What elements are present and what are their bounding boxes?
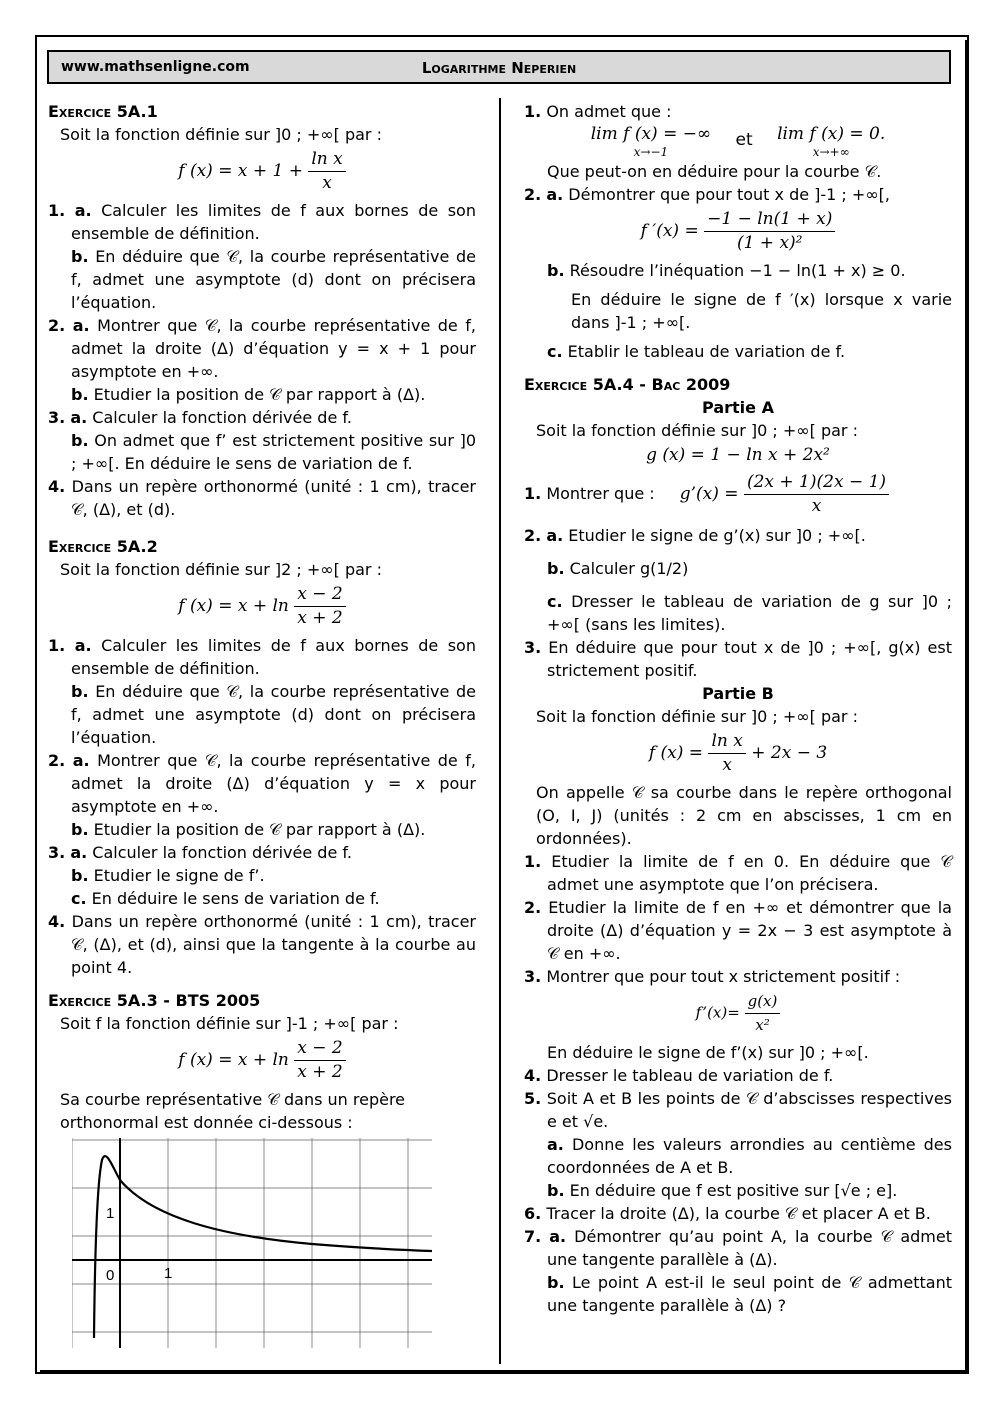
fraction: [708, 730, 745, 777]
exercise-intro: Soit la fonction définie sur ]2 ; +∞[ par :: [60, 560, 382, 579]
q-text: Dresser le tableau de variation de f.: [546, 1066, 834, 1085]
formula-rhs: + 2x − 3: [751, 743, 828, 763]
question: [48, 841, 476, 864]
q-text: Montrer que 𝒞, la courbe représentative de f, admet la droite (Δ) d’équation y = x + 1 pour asymptote en +∞.: [71, 316, 476, 381]
fraction-num: ln x: [711, 731, 743, 751]
question: [524, 100, 952, 123]
q-letter: a.: [546, 526, 564, 545]
formula: [524, 208, 952, 255]
part-title: Partie A: [702, 398, 774, 417]
question: [524, 1087, 952, 1133]
q-letter: a.: [547, 1135, 564, 1154]
formula-lhs: f ′(x) =: [640, 221, 699, 241]
fraction: [744, 471, 889, 518]
q-number: 1.: [524, 102, 542, 121]
q-text: Etudier le signe de g’(x) sur ]0 ; +∞[.: [568, 526, 866, 545]
curve-graph: [72, 1138, 432, 1348]
question: [48, 314, 476, 383]
question: [48, 383, 476, 406]
q-letter: b.: [547, 261, 565, 280]
q-letter: b.: [71, 820, 89, 839]
q-number: 3.: [48, 843, 66, 862]
q-text: Montrer que pour tout x strictement positif :: [546, 967, 901, 986]
q-letter: c.: [547, 342, 563, 361]
q-text: Etudier le signe de f’.: [93, 866, 265, 885]
limit-et: et: [735, 130, 753, 150]
question: [524, 340, 952, 363]
formula-lhs: f (x) =: [648, 743, 704, 763]
exercise-title: Exercice 5A.4 - Bac 2009: [524, 375, 731, 394]
q-text: Dans un repère orthonormé (unité : 1 cm), tracer 𝒞, (Δ), et (d).: [71, 477, 476, 519]
q-text: Dans un repère orthonormé (unité : 1 cm), tracer 𝒞, (Δ), et (d), ainsi que la tangente à la courbe au point 4.: [71, 912, 476, 977]
fraction: [294, 1037, 345, 1084]
graph-label-0: 0: [106, 1267, 115, 1284]
graph-label-1y: 1: [106, 1205, 115, 1222]
q-letter: a.: [72, 751, 90, 770]
graph-grid: [72, 1138, 432, 1348]
q-number: 4.: [524, 1066, 542, 1085]
q-letter: b.: [547, 559, 565, 578]
q-number: 2.: [48, 316, 66, 335]
frame-shadow-bottom: [40, 1370, 969, 1374]
q-letter: b.: [71, 385, 89, 404]
formula-lhs: f (x) = x + 1 +: [178, 161, 303, 181]
q-number: 5.: [524, 1089, 542, 1108]
q-letter: b.: [547, 1273, 565, 1292]
question: [524, 1179, 952, 1202]
exercise-intro: Soit la fonction définie sur ]0 ; +∞[ par :: [536, 707, 858, 726]
formula: [48, 1037, 476, 1084]
question: [48, 818, 476, 841]
question: [48, 406, 476, 429]
q-number: 6.: [524, 1204, 542, 1223]
call-text: On appelle 𝒞 sa courbe dans le repère orthogonal (O, I, J) (unités : 2 cm en abscisses, 1 cm en ordonnées).: [536, 783, 952, 848]
formula-lhs: f’(x)=: [695, 1003, 740, 1022]
question: [524, 1064, 952, 1087]
exercise-intro: Soit la fonction définie sur ]0 ; +∞[ par :: [60, 125, 382, 144]
limit-2: [774, 123, 888, 158]
right-column: [524, 100, 952, 1317]
question: [48, 245, 476, 314]
fraction-num: (2x + 1)(2x − 1): [746, 472, 887, 492]
q-text: En déduire que f est positive sur [√e ; e].: [569, 1181, 898, 1200]
curve-text: Sa courbe représentative 𝒞 dans un repère orthonormal est donnée ci-dessous :: [60, 1090, 406, 1132]
q-number: 7.: [524, 1227, 542, 1246]
q-text: En déduire que 𝒞, la courbe représentative de f, admet une asymptote (d) dont on précisera l’équation.: [71, 682, 476, 747]
exercise-title: Exercice 5A.2: [48, 537, 158, 556]
question: [48, 749, 476, 818]
q-letter: c.: [547, 592, 563, 611]
question: En déduire le signe de f’(x) sur ]0 ; +∞[.: [547, 1043, 869, 1062]
curve-c: [94, 1156, 432, 1338]
fraction: [294, 583, 345, 630]
limit-expr: lim f (x) = 0.: [777, 124, 886, 144]
question: [48, 680, 476, 749]
exercise-title: Exercice 5A.3 - BTS 2005: [48, 991, 261, 1010]
part-title: Partie B: [702, 684, 774, 703]
q-letter: a.: [74, 636, 92, 655]
fraction-num: x − 2: [297, 1038, 343, 1058]
q-text: Calculer g(1/2): [569, 559, 689, 578]
q-text: Calculer la fonction dérivée de f.: [92, 843, 352, 862]
question: [48, 910, 476, 979]
q-text: En déduire que 𝒞, la courbe représentative de f, admet une asymptote (d) dont on précisera l’équation.: [71, 247, 476, 312]
fraction-den: x: [744, 494, 889, 518]
limit-sub: x→+∞: [812, 145, 850, 159]
fraction-den: x²: [745, 1013, 781, 1037]
graph-label-1x: 1: [164, 1265, 173, 1282]
question: [48, 475, 476, 521]
formula: g (x) = 1 − ln x + 2x²: [646, 445, 830, 465]
header-title: Logarithme Neperien: [421, 59, 577, 77]
frame-shadow-right: [965, 40, 969, 1374]
q-text: Démontrer que pour tout x de ]-1 ; +∞[,: [568, 185, 890, 204]
q-text: Calculer les limites de f aux bornes de son ensemble de définition.: [71, 201, 476, 243]
formula-lhs: f (x) = x + ln: [178, 1050, 289, 1070]
q-letter: b.: [71, 431, 89, 450]
q-letter: a.: [70, 843, 88, 862]
question: En déduire le signe de f ′(x) lorsque x varie dans ]-1 ; +∞[.: [571, 290, 952, 332]
q-text: En déduire que pour tout x de ]0 ; +∞[, g(x) est strictement positif.: [547, 638, 952, 680]
q-text: Calculer les limites de f aux bornes de son ensemble de définition.: [71, 636, 476, 678]
question: [524, 1202, 952, 1225]
q-text: Tracer la droite (Δ), la courbe 𝒞 et placer A et B.: [546, 1204, 931, 1223]
q-number: 3.: [48, 408, 66, 427]
fraction: [308, 148, 345, 195]
q-text: Soit A et B les points de 𝒞 d’abscisses respectives e et √e.: [546, 1089, 952, 1131]
q-text: Calculer la fonction dérivée de f.: [92, 408, 352, 427]
fraction-num: x − 2: [297, 584, 343, 604]
q-letter: a.: [70, 408, 88, 427]
q-letter: c.: [71, 889, 87, 908]
limit-1: [588, 123, 714, 158]
q-text: En déduire le sens de variation de f.: [91, 889, 380, 908]
formula: [680, 471, 889, 518]
question: [524, 259, 952, 282]
q-number: 3.: [524, 967, 542, 986]
q-number: 4.: [48, 477, 66, 496]
q-number: 4.: [48, 912, 66, 931]
question: [524, 590, 952, 636]
q-text: Résoudre l’inéquation −1 − ln(1 + x) ≥ 0.: [569, 261, 906, 280]
fraction-num: g(x): [747, 992, 778, 1010]
question: [524, 1225, 952, 1271]
column-divider: [499, 98, 501, 1364]
formula: [524, 990, 952, 1037]
q-letter: b.: [71, 247, 89, 266]
question: [524, 183, 952, 206]
formula-lhs: g’(x) =: [679, 484, 739, 504]
q-letter: a.: [549, 1227, 567, 1246]
question: [48, 864, 476, 887]
q-text: Démontrer qu’au point A, la courbe 𝒞 admet une tangente parallèle à (Δ).: [547, 1227, 952, 1269]
formula: [524, 730, 952, 777]
graph-svg: [72, 1138, 432, 1348]
q-letter: a.: [74, 201, 92, 220]
formula-lhs: f (x) = x + ln: [178, 596, 289, 616]
fraction-den: x: [308, 171, 345, 195]
q-text: Montrer que 𝒞, la courbe représentative de f, admet la droite (Δ) d’équation y = x pour asymptote en +∞.: [71, 751, 476, 816]
q-text: Etablir le tableau de variation de f.: [567, 342, 846, 361]
q-text: On admet que f’ est strictement positive sur ]0 ; +∞[. En déduire le sens de variation de f.: [71, 431, 476, 473]
fraction-num: −1 − ln(1 + x): [707, 209, 833, 229]
question: Que peut-on en déduire pour la courbe 𝒞.: [547, 162, 882, 181]
question: [524, 557, 952, 580]
question: [48, 429, 476, 475]
fraction-den: x + 2: [294, 1060, 345, 1084]
question: [524, 896, 952, 965]
limit-expr: lim f (x) = −∞: [590, 124, 712, 144]
question: [48, 199, 476, 245]
q-number: 1.: [524, 852, 542, 871]
fraction: [745, 990, 781, 1037]
question: [48, 887, 476, 910]
fraction: [704, 208, 835, 255]
exercise-title: Exercice 5A.1: [48, 102, 158, 121]
page-header: [47, 50, 951, 84]
q-number: 2.: [48, 751, 66, 770]
question: [524, 1133, 952, 1179]
formula: [48, 148, 476, 195]
limits-formula: [524, 123, 952, 158]
q-letter: b.: [71, 866, 89, 885]
question: [524, 850, 952, 896]
q-text: Etudier la limite de f en +∞ et démontrer que la droite (Δ) d’équation y = 2x − 3 est asymptote à 𝒞 en +∞.: [547, 898, 952, 963]
fraction-den: x + 2: [294, 606, 345, 630]
q-number: 1.: [48, 636, 66, 655]
question: [524, 1271, 952, 1317]
q-text: Dresser le tableau de variation de g sur ]0 ; +∞[ (sans les limites).: [547, 592, 952, 634]
q-letter: b.: [547, 1181, 565, 1200]
q-letter: a.: [546, 185, 564, 204]
q-text: On admet que :: [546, 102, 672, 121]
exercise-intro: Soit f la fonction définie sur ]-1 ; +∞[ par :: [60, 1014, 399, 1033]
question: [48, 634, 476, 680]
question: [524, 965, 952, 988]
q-letter: b.: [71, 682, 89, 701]
fraction-den: (1 + x)²: [704, 231, 835, 255]
fraction-num: ln x: [311, 149, 343, 169]
q-letter: a.: [72, 316, 90, 335]
q-number: 2.: [524, 526, 542, 545]
question: [524, 471, 952, 518]
left-column: [48, 100, 476, 1348]
q-text: Donne les valeurs arrondies au centième des coordonnées de A et B.: [547, 1135, 952, 1177]
q-number: 2.: [524, 185, 542, 204]
question: [524, 524, 952, 547]
q-number: 2.: [524, 898, 542, 917]
formula: [48, 583, 476, 630]
q-text: Le point A est-il le seul point de 𝒞 admettant une tangente parallèle à (Δ) ?: [547, 1273, 953, 1315]
question: [524, 636, 952, 682]
q-text: Etudier la position de 𝒞 par rapport à (Δ).: [93, 820, 426, 839]
q-text: Montrer que :: [546, 484, 655, 503]
header-site[interactable]: www.mathsenligne.com: [61, 59, 250, 75]
limit-sub: x→−1: [633, 145, 669, 159]
q-number: 1.: [48, 201, 66, 220]
exercise-intro: Soit la fonction définie sur ]0 ; +∞[ par :: [536, 421, 858, 440]
q-number: 1.: [524, 484, 542, 503]
q-text: Etudier la limite de f en 0. En déduire que 𝒞 admet une asymptote que l’on précisera.: [547, 852, 952, 894]
q-number: 3.: [524, 638, 542, 657]
q-text: Etudier la position de 𝒞 par rapport à (Δ).: [93, 385, 426, 404]
fraction-den: x: [708, 753, 745, 777]
